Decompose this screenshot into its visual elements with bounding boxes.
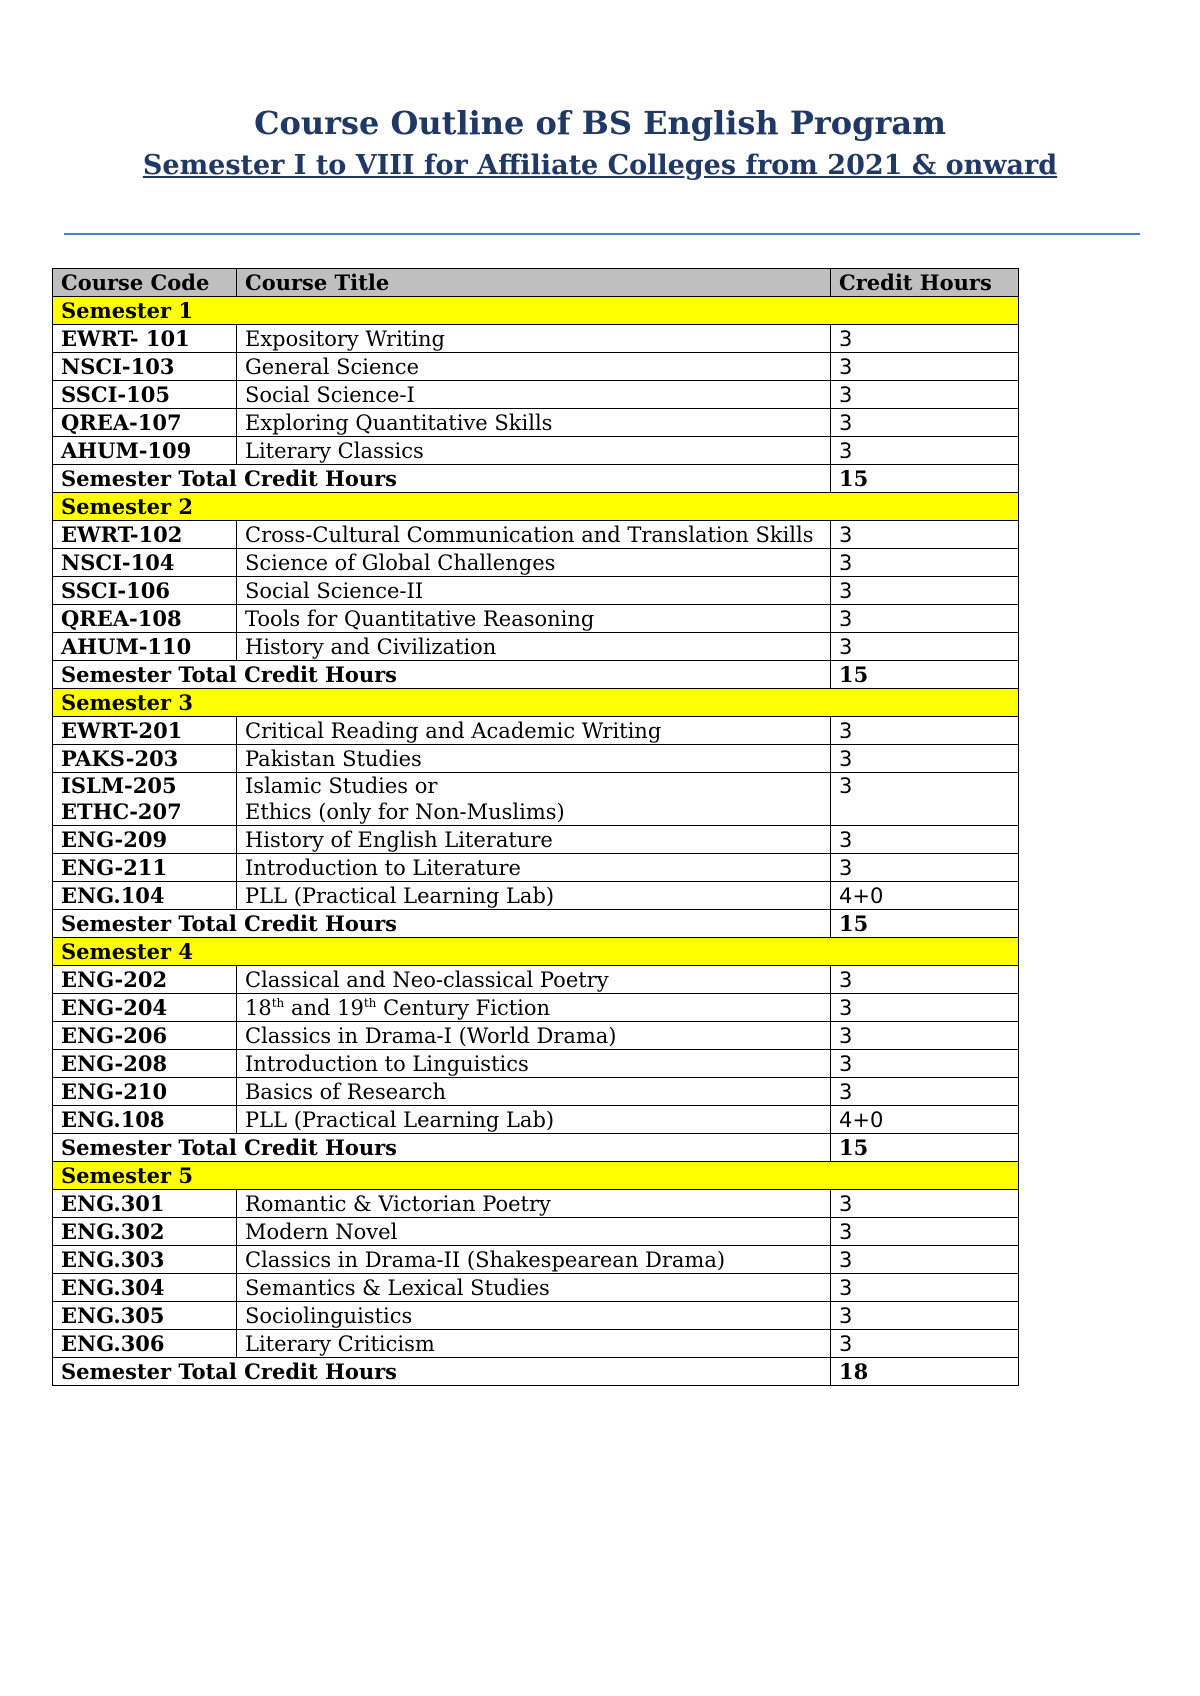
table-row [53, 745, 1019, 773]
semester-total-value: 15 [831, 910, 1019, 938]
credit-hours: 3 [831, 826, 1019, 854]
semester-header-row [53, 1162, 1019, 1190]
table-row [53, 633, 1019, 661]
credit-hours: 3 [831, 1190, 1019, 1218]
course-title: Expository Writing [237, 325, 831, 353]
credit-hours: 3 [831, 1022, 1019, 1050]
semester-total-row [53, 1134, 1019, 1162]
course-code: SSCI-106 [53, 577, 237, 605]
table-row [53, 1218, 1019, 1246]
credit-hours: 3 [831, 577, 1019, 605]
course-title: Classics in Drama-II (Shakespearean Drama) [237, 1246, 831, 1274]
semester-header-row [53, 297, 1019, 325]
table-row [53, 1022, 1019, 1050]
header-credit-hours: Credit Hours [831, 269, 1019, 297]
table-row [53, 381, 1019, 409]
credit-hours: 3 [831, 745, 1019, 773]
course-code: ENG-206 [53, 1022, 237, 1050]
credit-hours: 3 [831, 1078, 1019, 1106]
course-title: History of English Literature [237, 826, 831, 854]
course-code [53, 773, 237, 826]
credit-hours: 3 [831, 1246, 1019, 1274]
course-code: ENG-211 [53, 854, 237, 882]
course-title: Science of Global Challenges [237, 549, 831, 577]
table-row [53, 1190, 1019, 1218]
table-row [53, 1330, 1019, 1358]
course-code: NSCI-103 [53, 353, 237, 381]
course-code: ENG.306 [53, 1330, 237, 1358]
course-code: ENG-204 [53, 994, 237, 1022]
course-title-part: and 19 [284, 995, 364, 1020]
semester-title: Semester 3 [53, 689, 1019, 717]
course-title: Classical and Neo-classical Poetry [237, 966, 831, 994]
table-row [53, 717, 1019, 745]
course-title: Pakistan Studies [237, 745, 831, 773]
course-title: Exploring Quantitative Skills [237, 409, 831, 437]
credit-hours: 3 [831, 773, 1019, 826]
course-title: Literary Criticism [237, 1330, 831, 1358]
semester-header-row [53, 493, 1019, 521]
semester-total-value: 15 [831, 661, 1019, 689]
course-title-line: Islamic Studies or [245, 774, 438, 798]
course-title: Critical Reading and Academic Writing [237, 717, 831, 745]
table-row [53, 521, 1019, 549]
course-title: Semantics & Lexical Studies [237, 1274, 831, 1302]
semester-total-label: Semester Total Credit Hours [53, 1134, 831, 1162]
course-title: Literary Classics [237, 437, 831, 465]
table-row [53, 1302, 1019, 1330]
course-title: Social Science-I [237, 381, 831, 409]
credit-hours: 3 [831, 1218, 1019, 1246]
semester-total-row [53, 910, 1019, 938]
course-code: SSCI-105 [53, 381, 237, 409]
course-code-line: ETHC-207 [61, 799, 182, 824]
course-code: ENG.301 [53, 1190, 237, 1218]
divider-line [64, 233, 1140, 235]
table-row [53, 409, 1019, 437]
course-table [52, 268, 1019, 1386]
course-code: ENG.304 [53, 1274, 237, 1302]
credit-hours: 3 [831, 325, 1019, 353]
credit-hours: 3 [831, 1274, 1019, 1302]
semester-total-label: Semester Total Credit Hours [53, 465, 831, 493]
table-row [53, 437, 1019, 465]
semester-total-row [53, 465, 1019, 493]
table-row [53, 1078, 1019, 1106]
credit-hours: 3 [831, 605, 1019, 633]
course-title: Introduction to Linguistics [237, 1050, 831, 1078]
ordinal-suffix: th [271, 995, 285, 1010]
course-code: ENG-209 [53, 826, 237, 854]
course-title-line: Ethics (only for Non-Muslims) [245, 800, 565, 824]
course-code: AHUM-109 [53, 437, 237, 465]
course-title: Cross-Cultural Communication and Translation Skills [237, 521, 831, 549]
course-code: QREA-108 [53, 605, 237, 633]
course-code-line: ISLM-205 [61, 773, 177, 798]
course-title: Basics of Research [237, 1078, 831, 1106]
course-title [237, 994, 831, 1022]
table-row [53, 826, 1019, 854]
semester-title: Semester 1 [53, 297, 1019, 325]
table-row [53, 1274, 1019, 1302]
course-title: Tools for Quantitative Reasoning [237, 605, 831, 633]
semester-total-value: 15 [831, 1134, 1019, 1162]
semester-total-label: Semester Total Credit Hours [53, 910, 831, 938]
course-title: Romantic & Victorian Poetry [237, 1190, 831, 1218]
semester-title: Semester 4 [53, 938, 1019, 966]
credit-hours: 3 [831, 1330, 1019, 1358]
credit-hours: 3 [831, 437, 1019, 465]
credit-hours: 3 [831, 966, 1019, 994]
semester-title: Semester 5 [53, 1162, 1019, 1190]
table-row [53, 1050, 1019, 1078]
semester-title: Semester 2 [53, 493, 1019, 521]
course-title: History and Civilization [237, 633, 831, 661]
course-title: Sociolinguistics [237, 1302, 831, 1330]
table-row [53, 353, 1019, 381]
table-row [53, 882, 1019, 910]
page-subtitle: Semester I to VIII for Affiliate Colleges from 2021 & onward [142, 150, 1058, 181]
course-title-part: Century Fiction [376, 995, 551, 1020]
table-row [53, 605, 1019, 633]
credit-hours: 3 [831, 521, 1019, 549]
course-title: Social Science-II [237, 577, 831, 605]
semester-header-row [53, 938, 1019, 966]
course-code: ENG-202 [53, 966, 237, 994]
course-code: AHUM-110 [53, 633, 237, 661]
semester-total-row [53, 1358, 1019, 1386]
credit-hours: 3 [831, 633, 1019, 661]
credit-hours: 4+0 [831, 882, 1019, 910]
course-code: EWRT- 101 [53, 325, 237, 353]
credit-hours: 3 [831, 549, 1019, 577]
ordinal-suffix: th [363, 995, 377, 1010]
course-code: ENG.303 [53, 1246, 237, 1274]
page-title: Course Outline of BS English Program [254, 104, 946, 142]
course-code: ENG.302 [53, 1218, 237, 1246]
table-row [53, 773, 1019, 826]
course-code: ENG.108 [53, 1106, 237, 1134]
table-row [53, 325, 1019, 353]
course-code: QREA-107 [53, 409, 237, 437]
table-row [53, 854, 1019, 882]
course-code: NSCI-104 [53, 549, 237, 577]
table-row [53, 994, 1019, 1022]
credit-hours: 3 [831, 381, 1019, 409]
table-row [53, 1106, 1019, 1134]
course-code: EWRT-201 [53, 717, 237, 745]
table-row [53, 966, 1019, 994]
table-row [53, 1246, 1019, 1274]
course-title: Introduction to Literature [237, 854, 831, 882]
course-title [237, 773, 831, 826]
table-body [53, 297, 1019, 1386]
credit-hours: 3 [831, 1302, 1019, 1330]
header-course-code: Course Code [53, 269, 237, 297]
credit-hours: 3 [831, 994, 1019, 1022]
semester-header-row [53, 689, 1019, 717]
credit-hours: 4+0 [831, 1106, 1019, 1134]
course-code: EWRT-102 [53, 521, 237, 549]
semester-total-value: 18 [831, 1358, 1019, 1386]
course-title: Modern Novel [237, 1218, 831, 1246]
table-row [53, 577, 1019, 605]
semester-total-label: Semester Total Credit Hours [53, 661, 831, 689]
course-code: PAKS-203 [53, 745, 237, 773]
course-title: General Science [237, 353, 831, 381]
semester-total-label: Semester Total Credit Hours [53, 1358, 831, 1386]
table-row [53, 549, 1019, 577]
header-course-title: Course Title [237, 269, 831, 297]
credit-hours: 3 [831, 353, 1019, 381]
course-code: ENG-208 [53, 1050, 237, 1078]
table-header-row [53, 269, 1019, 297]
credit-hours: 3 [831, 1050, 1019, 1078]
credit-hours: 3 [831, 717, 1019, 745]
semester-total-value: 15 [831, 465, 1019, 493]
credit-hours: 3 [831, 409, 1019, 437]
course-code: ENG.104 [53, 882, 237, 910]
course-title: PLL (Practical Learning Lab) [237, 882, 831, 910]
course-title: Classics in Drama-I (World Drama) [237, 1022, 831, 1050]
course-code: ENG-210 [53, 1078, 237, 1106]
course-title: PLL (Practical Learning Lab) [237, 1106, 831, 1134]
semester-total-row [53, 661, 1019, 689]
course-title-part: 18 [245, 995, 272, 1020]
course-code: ENG.305 [53, 1302, 237, 1330]
credit-hours: 3 [831, 854, 1019, 882]
